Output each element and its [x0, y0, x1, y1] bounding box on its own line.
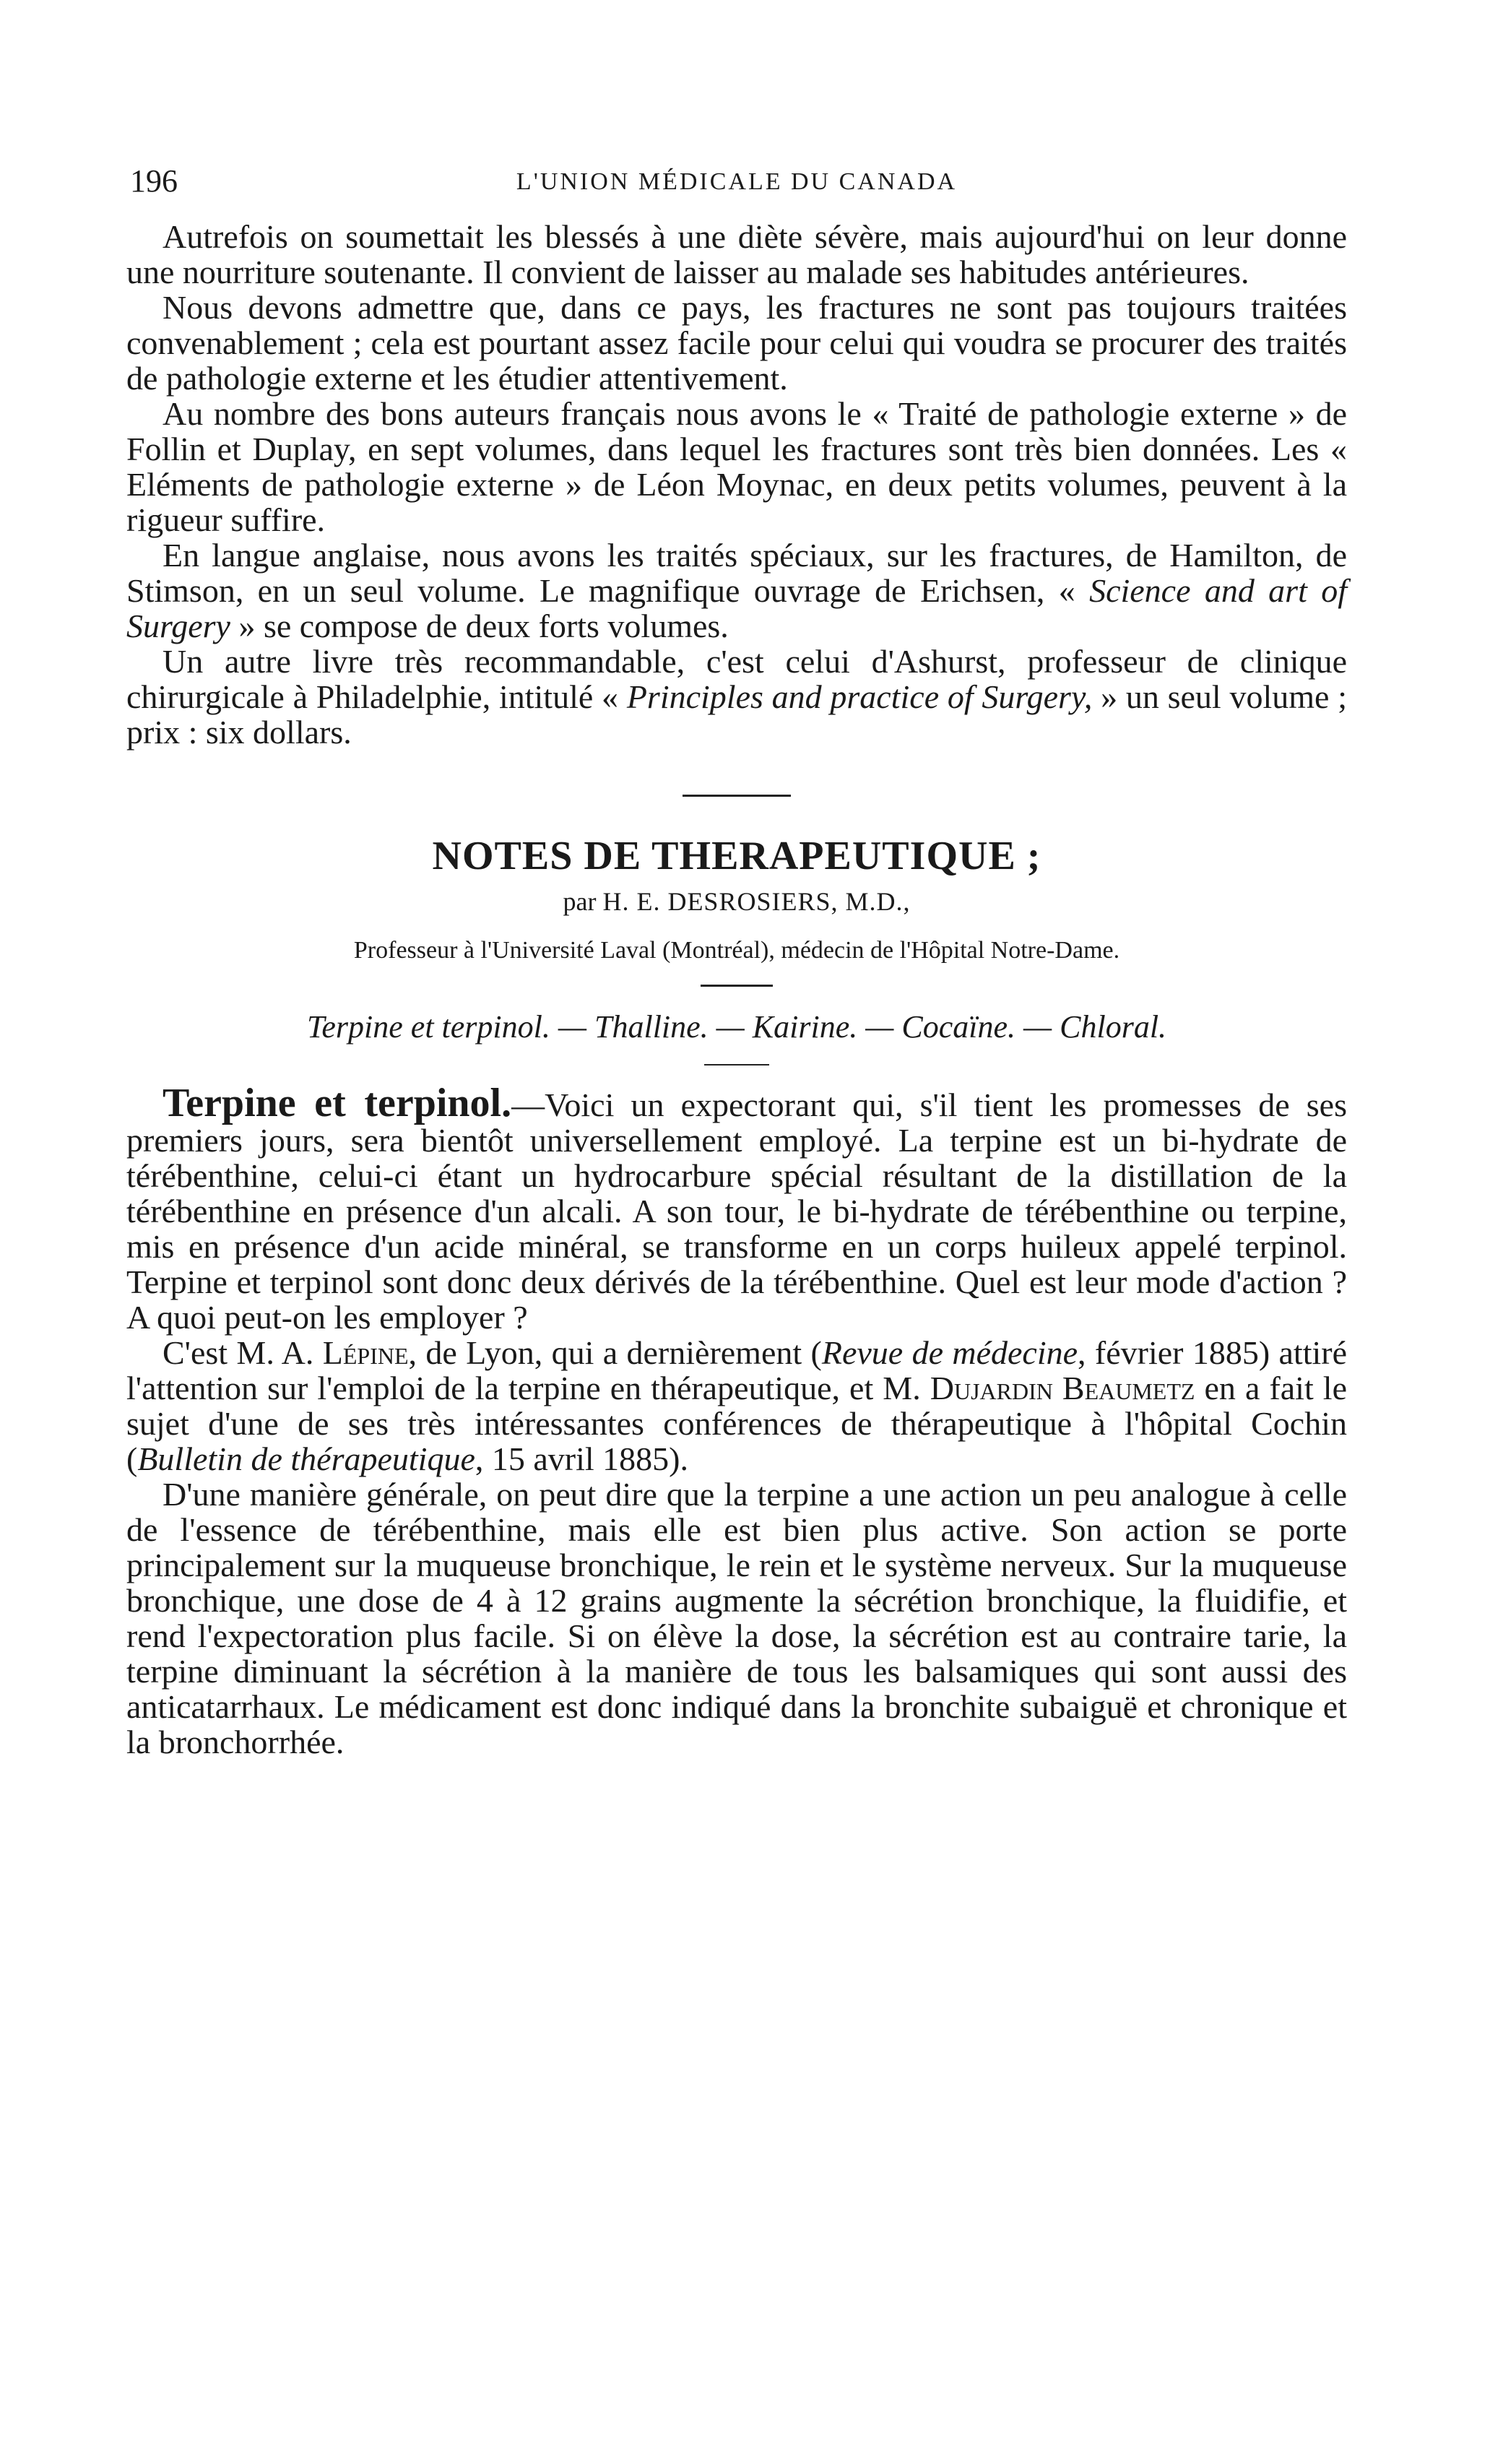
italic-text: Bulletin de thérapeutique	[137, 1440, 475, 1477]
paragraph: Autrefois on soumettait les blessés à une diète sévère, mais aujourd'hui on leur donne une nourriture soutenante. Il convient de laisser au malade ses habitudes antérieures.	[126, 218, 1347, 290]
small-caps-name: Dujardin Beaumetz	[930, 1370, 1195, 1406]
title-divider	[701, 985, 773, 987]
author-line	[126, 886, 1347, 917]
italic-text: Principles and practice of Surgery,	[626, 678, 1093, 715]
section-divider	[683, 795, 791, 797]
paragraph-lead-in: Terpine et terpinol.	[163, 1081, 512, 1125]
author-name: H. E. DESROSIERS, M.D.,	[602, 887, 911, 916]
paragraph: D'une manière générale, on peut dire que la terpine a une action un peu analogue à celle de l'essence de térébenthine, mais elle est bien plus active. Son action se porte principalement sur la muqueuse bronchique, le rein et le système nerveux. Sur la muqueuse bronchique, une dose de 4 à 12 grains augmente la sécrétion bronchique, la fluidifie, et rend l'expectoration plus facile. Si on élève la dose, la sécrétion est au contraire tarie, la terpine diminuant la sécrétion à la manière de tous les balsamiques qui sont aussi des anticatarrhaux. Le médicament est donc indiqué dans la bronchite subaiguë et chronique et la bronchorrhée.	[126, 1476, 1347, 1760]
journal-title: L'UNION MÉDICALE DU CANADA	[516, 168, 958, 195]
page-number: 196	[130, 163, 178, 199]
paragraph: Nous devons admettre que, dans ce pays, les fractures ne sont pas toujours traitées convenablement ; cela est pourtant assez facile pour celui qui voudra se procurer des traités de pathologie externe et les étudier attentivement.	[126, 289, 1347, 397]
paragraph: Terpine et terpinol.—Voici un expectorant qui, s'il tient les promesses de ses premiers jours, sera bientôt universellement employé. La terpine est un bi-hydrate de térébenthine, celui-ci étant un hydrocarbure spécial résultant de la distillation de la térébenthine en présence d'un alcali. A son tour, le bi-hydrate de térébenthine ou terpine, mis en présence d'un acide minéral, se transforme en un corps huileux appelé terpinol. Terpine et terpinol sont donc deux dérivés de la térébenthine. Quel est leur mode d'action ? A quoi peut-on les employer ?	[126, 1081, 1347, 1336]
subtopic-divider	[704, 1064, 769, 1065]
small-caps-name: Lépine	[322, 1334, 409, 1371]
paragraph: Au nombre des bons auteurs français nous avons le « Traité de pathologie externe » de Follin et Duplay, en sept volumes, dans lequel les fractures sont très bien données. Les « Eléments de pathologie externe » de Léon Moynac, en deux petits volumes, peuvent à la rigueur suffire.	[126, 395, 1347, 538]
journal-page	[126, 163, 1347, 1760]
running-head	[126, 163, 1347, 206]
paragraph: Un autre livre très recommandable, c'est celui d'Ashurst, professeur de clinique chirurgicale à Philadelphie, intitulé « Principles and practice of Surgery, » un seul volume ; prix : six dollars.	[126, 643, 1347, 751]
section-text	[126, 1081, 1348, 1760]
subtopic-list: Terpine et terpinol. — Thalline. — Kairine. — Cocaïne. — Chloral.	[306, 1009, 1167, 1045]
italic-text: Science and art of Surgery	[126, 572, 1347, 644]
paragraph: En langue anglaise, nous avons les traités spéciaux, sur les fractures, de Hamilton, de Stimson, en un seul volume. Le magnifique ouvrage de Erichsen, « Science and art of Surgery » se compose de deux forts volumes.	[126, 537, 1347, 644]
intro-text	[126, 219, 1347, 750]
author-prefix: par	[563, 887, 597, 916]
paragraph: C'est M. A. Lépine, de Lyon, qui a dernièrement (Revue de médecine, février 1885) attiré l'attention sur l'emploi de la terpine en thérapeutique, et M. Dujardin Beaumetz en a fait le sujet d'une de ses très intéressantes conférences de thérapeutique à l'hôpital Cochin (Bulletin de thérapeutique, 15 avril 1885).	[126, 1334, 1348, 1477]
section-title: NOTES DE THERAPEUTIQUE ;	[432, 834, 1041, 878]
author-affiliation: Professeur à l'Université Laval (Montréal), médecin de l'Hôpital Notre-Dame.	[353, 937, 1120, 964]
italic-text: Revue de médecine	[821, 1334, 1078, 1371]
